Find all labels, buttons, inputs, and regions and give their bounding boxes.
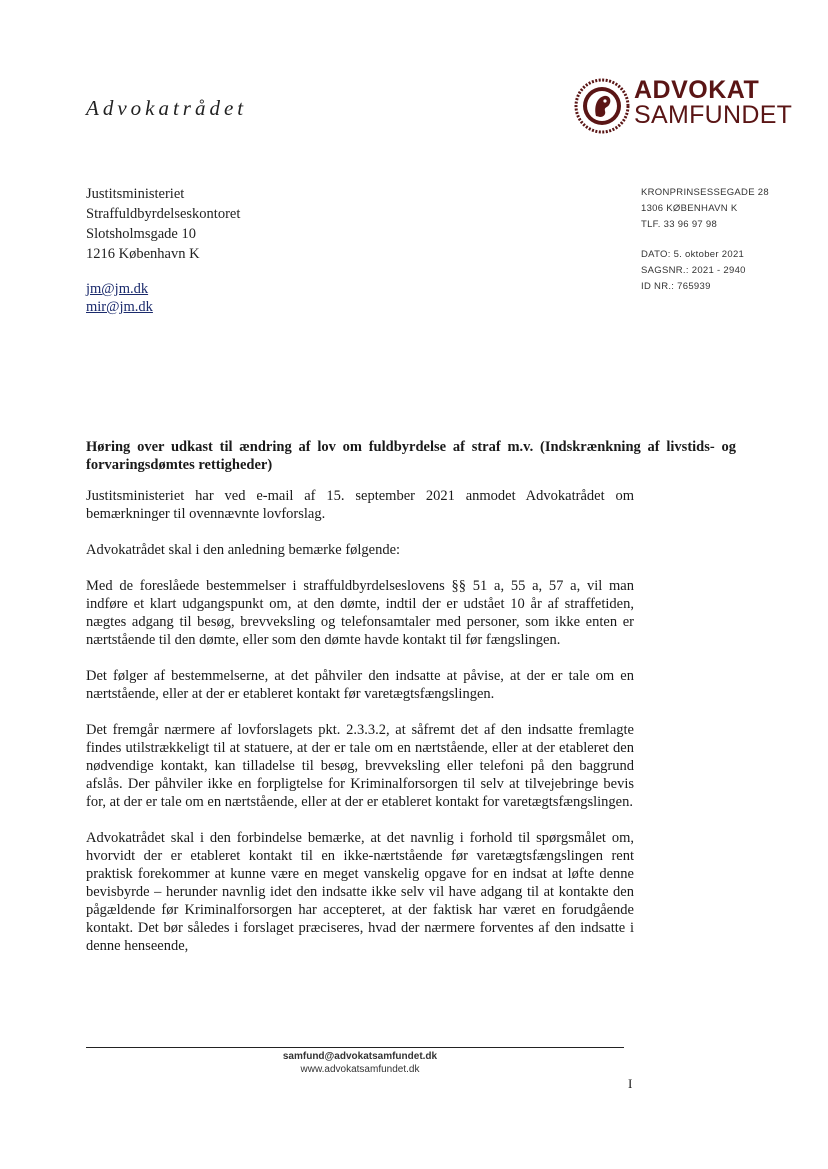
footer-website[interactable]: www.advokatsamfundet.dk — [300, 1064, 420, 1075]
logo-text-samfundet: SAMFUNDET — [634, 101, 793, 129]
sender-phone: TLF. 33 96 97 98 — [641, 219, 718, 230]
recipient-line: Straffuldbyrdelseskontoret — [86, 206, 241, 222]
recipient-emails — [86, 280, 153, 316]
page-mark: I — [628, 1076, 633, 1091]
letter-subject: Høring over udkast til ændring af lov om fuldbyrdelse af straf m.v. (Indskrænkning af livstids- og forvaringsdømtes rettigheder) — [86, 439, 736, 473]
advokatsamfundet-logo — [574, 74, 794, 140]
case-number: SAGSNR.: 2021 - 2940 — [641, 265, 746, 276]
sender-city: 1306 KØBENHAVN K — [641, 203, 738, 214]
logo-text-advokat: ADVOKAT — [634, 76, 760, 104]
letter-date: DATO: 5. oktober 2021 — [641, 249, 745, 260]
recipient-address — [86, 184, 240, 264]
sender-street: KRONPRINSESSEGADE 28 — [641, 187, 769, 198]
body-paragraph: Justitsministeriet har ved e-mail af 15. september 2021 anmodet Advokatrådet om bemærkninger til ovennævnte lovforslag. — [86, 488, 634, 522]
footer-divider — [86, 1047, 624, 1048]
body-paragraph: Advokatrådet skal i den anledning bemærke følgende: — [86, 542, 401, 558]
body-paragraph: Med de foreslåede bestemmelser i straffuldbyrdelseslovens §§ 51 a, 55 a, 57 a, vil man indføre et klart udgangspunkt om, at den dømte, indtil der er udstået 10 år af straffetiden, nægtes adgang til besøg, brevveksling og telefonsamtaler med personer, som ikke enten er nærtstående til den dømte, eller som den dømte havde kontakt til før fængslingen. — [86, 578, 634, 648]
letter-body — [86, 487, 634, 973]
body-paragraph: Advokatrådet skal i den forbindelse bemærke, at det navnlig i forhold til spørgsmålet om, hvorvidt der er etableret kontakt til en ikke-nærtstående før varetægtsfængslingen rent praktisk forekommer at kunne være en meget vanskelig opgave for en indsat at løfte denne bevisbyrde – herunder navnlig idet den indsatte ikke selv vil have adgang til at kontakte den pågældende før Kriminalforsorgen har accepteret, at der faktisk har været en forudgående kontakt. Det bør således i forslaget præciseres, hvad der nærmere forventes af den indsatte i denne henseende, — [86, 830, 634, 954]
recipient-line: Justitsministeriet — [86, 186, 185, 202]
recipient-line: Slotsholmsgade 10 — [86, 226, 196, 242]
body-paragraph: Det følger af bestemmelserne, at det påhviler den indsatte at påvise, at der er tale om en nærtstående, eller at der er etableret kontakt før varetægtsfængslingen. — [86, 668, 634, 702]
email-link-jm[interactable]: jm@jm.dk — [86, 281, 149, 297]
id-number: ID NR.: 765939 — [641, 281, 711, 292]
recipient-line: 1216 København K — [86, 246, 200, 262]
seal-icon — [574, 78, 630, 134]
email-link-mir[interactable]: mir@jm.dk — [86, 299, 153, 315]
footer-email[interactable]: samfund@advokatsamfundet.dk — [282, 1051, 438, 1062]
sender-info — [641, 185, 769, 295]
org-name: Advokatrådet — [86, 96, 248, 120]
body-paragraph: Det fremgår nærmere af lovforslagets pkt. 2.3.3.2, at såfremt det af den indsatte fremlagte findes utilstrækkeligt til at statuere, at der er tale om en nærtstående, eller at der etableret den nødvendige kontakt, kan tilladelse til besøg, brevveksling eller telefoni på den baggrund afslås. Der påhviler ikke en forpligtelse for Kriminalforsorgen til selv at tilvejebringe bevis for, at der er tale om en nærtstående, eller at der er etableret kontakt for varetægtsfængslingen. — [86, 722, 634, 810]
